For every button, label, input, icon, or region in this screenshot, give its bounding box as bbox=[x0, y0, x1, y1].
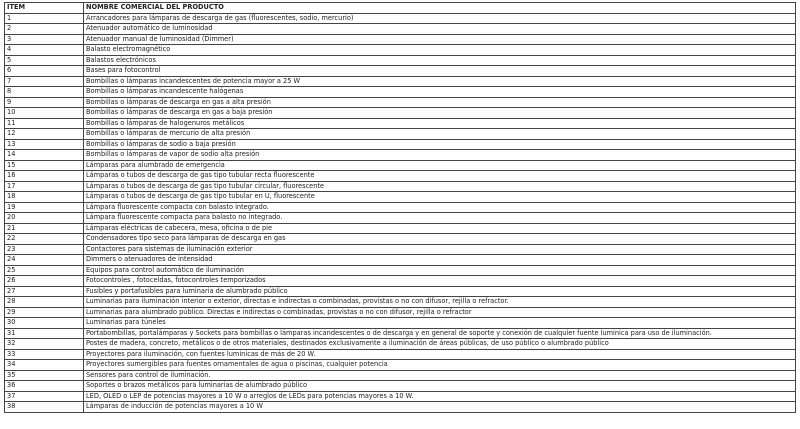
table-row bbox=[5, 328, 796, 339]
product-name-cell: Sensores para control de iluminación. bbox=[84, 370, 796, 381]
item-number-cell: 14 bbox=[5, 150, 84, 161]
item-number-cell: 29 bbox=[5, 307, 84, 318]
item-number-cell: 38 bbox=[5, 402, 84, 413]
product-name-cell: Bases para fotocontrol bbox=[84, 66, 796, 77]
item-number-cell: 30 bbox=[5, 318, 84, 329]
product-name-cell: Bombillas o lámparas de mercurio de alta presión bbox=[84, 129, 796, 140]
product-name-cell: Bombillas o lámparas de sodio a baja presión bbox=[84, 139, 796, 150]
item-number-cell: 5 bbox=[5, 55, 84, 66]
item-column-header: ÍTEM bbox=[5, 3, 84, 14]
table-row bbox=[5, 118, 796, 129]
table-row bbox=[5, 255, 796, 266]
table-row bbox=[5, 307, 796, 318]
table-body bbox=[5, 13, 796, 412]
item-number-cell: 6 bbox=[5, 66, 84, 77]
product-name-cell: Bombillas o lámparas de descarga en gas a alta presión bbox=[84, 97, 796, 108]
table-row bbox=[5, 87, 796, 98]
item-number-cell: 18 bbox=[5, 192, 84, 203]
product-name-column-header: NOMBRE COMERCIAL DEL PRODUCTO bbox=[84, 3, 796, 14]
table-row bbox=[5, 139, 796, 150]
product-name-cell: Bombillas o lámparas de halogenuros metálicos bbox=[84, 118, 796, 129]
table-row bbox=[5, 318, 796, 329]
item-number-cell: 2 bbox=[5, 24, 84, 35]
table-row bbox=[5, 213, 796, 224]
product-name-cell: Bombillas o lámparas de descarga en gas a baja presión bbox=[84, 108, 796, 119]
item-number-cell: 20 bbox=[5, 213, 84, 224]
product-name-cell: Luminarias para iluminación interior o exterior, directas e indirectas o combinadas, provistas o no con difusor, rejilla o refractor. bbox=[84, 297, 796, 308]
item-number-cell: 9 bbox=[5, 97, 84, 108]
product-name-cell: LED, OLED o LEP de potencias mayores a 10 W o arreglos de LEDs para potencias mayores a 10 W. bbox=[84, 391, 796, 402]
item-number-cell: 26 bbox=[5, 276, 84, 287]
item-number-cell: 16 bbox=[5, 171, 84, 182]
table-row bbox=[5, 286, 796, 297]
item-number-cell: 22 bbox=[5, 234, 84, 245]
product-name-cell: Luminarias para túneles bbox=[84, 318, 796, 329]
item-number-cell: 3 bbox=[5, 34, 84, 45]
product-name-cell: Fotocontroles , fotoceldas, fotocontroles temporizados bbox=[84, 276, 796, 287]
table-row bbox=[5, 150, 796, 161]
table-row bbox=[5, 13, 796, 24]
product-name-cell: Luminarias para alumbrado público. Directas e indirectas o combinadas, provistas o no con difusor, rejilla o refractor bbox=[84, 307, 796, 318]
table-row bbox=[5, 349, 796, 360]
item-number-cell: 21 bbox=[5, 223, 84, 234]
product-name-cell: Lámpara fluorescente compacta con balasto integrado. bbox=[84, 202, 796, 213]
table-row bbox=[5, 76, 796, 87]
product-name-cell: Bombillas o lámparas de vapor de sodio alta presión bbox=[84, 150, 796, 161]
table-row bbox=[5, 360, 796, 371]
table-row bbox=[5, 192, 796, 203]
product-name-cell: Lámpara fluorescente compacta para balasto no integrado. bbox=[84, 213, 796, 224]
item-number-cell: 8 bbox=[5, 87, 84, 98]
product-name-cell: Dimmers o atenuadores de intensidad bbox=[84, 255, 796, 266]
product-name-cell: Proyectores para iluminación, con fuentes luminicas de más de 20 W. bbox=[84, 349, 796, 360]
product-name-cell: Bombillas o lámparas incandescentes de potencia mayor a 25 W bbox=[84, 76, 796, 87]
product-name-cell: Soportes o brazos metálicos para luminarias de alumbrado público bbox=[84, 381, 796, 392]
item-number-cell: 23 bbox=[5, 244, 84, 255]
item-number-cell: 17 bbox=[5, 181, 84, 192]
item-number-cell: 31 bbox=[5, 328, 84, 339]
table-header-row bbox=[5, 3, 796, 14]
item-number-cell: 28 bbox=[5, 297, 84, 308]
table-row bbox=[5, 202, 796, 213]
item-number-cell: 35 bbox=[5, 370, 84, 381]
item-number-cell: 37 bbox=[5, 391, 84, 402]
table-row bbox=[5, 297, 796, 308]
product-name-cell: Bombillas o lámparas incandescente halógenas bbox=[84, 87, 796, 98]
item-number-cell: 11 bbox=[5, 118, 84, 129]
table-row bbox=[5, 244, 796, 255]
product-name-cell: Lámparas para alumbrado de emergencia bbox=[84, 160, 796, 171]
table-row bbox=[5, 45, 796, 56]
table-row bbox=[5, 265, 796, 276]
table-row bbox=[5, 181, 796, 192]
product-name-cell: Fusibles y portafusibles para luminaria de alumbrado público bbox=[84, 286, 796, 297]
item-number-cell: 33 bbox=[5, 349, 84, 360]
item-number-cell: 36 bbox=[5, 381, 84, 392]
table-row bbox=[5, 402, 796, 413]
product-name-cell: Condensadores tipo seco para lámparas de descarga en gas bbox=[84, 234, 796, 245]
table-row bbox=[5, 339, 796, 350]
product-name-cell: Balasto electromagnético bbox=[84, 45, 796, 56]
item-number-cell: 12 bbox=[5, 129, 84, 140]
product-name-cell: Contactores para sistemas de iluminación exterior bbox=[84, 244, 796, 255]
item-number-cell: 34 bbox=[5, 360, 84, 371]
table-row bbox=[5, 391, 796, 402]
table-row bbox=[5, 66, 796, 77]
product-name-cell: Proyectores sumergibles para fuentes ornamentales de agua o piscinas, cualquier potencia bbox=[84, 360, 796, 371]
table-row bbox=[5, 223, 796, 234]
item-number-cell: 19 bbox=[5, 202, 84, 213]
table-row bbox=[5, 381, 796, 392]
table-row bbox=[5, 97, 796, 108]
item-number-cell: 32 bbox=[5, 339, 84, 350]
table-row bbox=[5, 234, 796, 245]
item-number-cell: 7 bbox=[5, 76, 84, 87]
item-number-cell: 13 bbox=[5, 139, 84, 150]
product-name-cell: Equipos para control automático de iluminación bbox=[84, 265, 796, 276]
item-number-cell: 1 bbox=[5, 13, 84, 24]
product-name-cell: Lámparas o tubos de descarga de gas tipo tubular circular, fluorescente bbox=[84, 181, 796, 192]
table-row bbox=[5, 108, 796, 119]
product-name-cell: Lámparas eléctricas de cabecera, mesa, oficina o de pie bbox=[84, 223, 796, 234]
table-row bbox=[5, 34, 796, 45]
product-name-cell: Balastos electrónicos bbox=[84, 55, 796, 66]
item-number-cell: 27 bbox=[5, 286, 84, 297]
product-name-cell: Atenuador automático de luminosidad bbox=[84, 24, 796, 35]
table-row bbox=[5, 24, 796, 35]
table-row bbox=[5, 160, 796, 171]
product-name-cell: Portabombillas, portalámparas y Sockets para bombillas o lámparas incandescentes o de descarga y en general de soporte y conexión de cualquier fuente luminica para uso de iluminación. bbox=[84, 328, 796, 339]
product-name-cell: Atenuador manual de luminosidad (Dimmer) bbox=[84, 34, 796, 45]
item-number-cell: 10 bbox=[5, 108, 84, 119]
item-number-cell: 4 bbox=[5, 45, 84, 56]
item-number-cell: 24 bbox=[5, 255, 84, 266]
table-row bbox=[5, 55, 796, 66]
product-name-cell: Lámparas o tubos de descarga de gas tipo tubular recta fluorescente bbox=[84, 171, 796, 182]
product-name-cell: Lámparas de inducción de potencias mayores a 10 W bbox=[84, 402, 796, 413]
table-row bbox=[5, 129, 796, 140]
table-row bbox=[5, 171, 796, 182]
product-table bbox=[4, 2, 796, 413]
product-name-cell: Postes de madera, concreto, metálicos o de otros materiales, destinados exclusivamente a iluminación de áreas públicas, de uso público o alumbrado público bbox=[84, 339, 796, 350]
item-number-cell: 25 bbox=[5, 265, 84, 276]
product-name-cell: Lámparas o tubos de descarga de gas tipo tubular en U, fluorescente bbox=[84, 192, 796, 203]
product-name-cell: Arrancadores para lámparas de descarga de gas (fluorescentes, sodio, mercurio) bbox=[84, 13, 796, 24]
table-row bbox=[5, 276, 796, 287]
item-number-cell: 15 bbox=[5, 160, 84, 171]
table-row bbox=[5, 370, 796, 381]
